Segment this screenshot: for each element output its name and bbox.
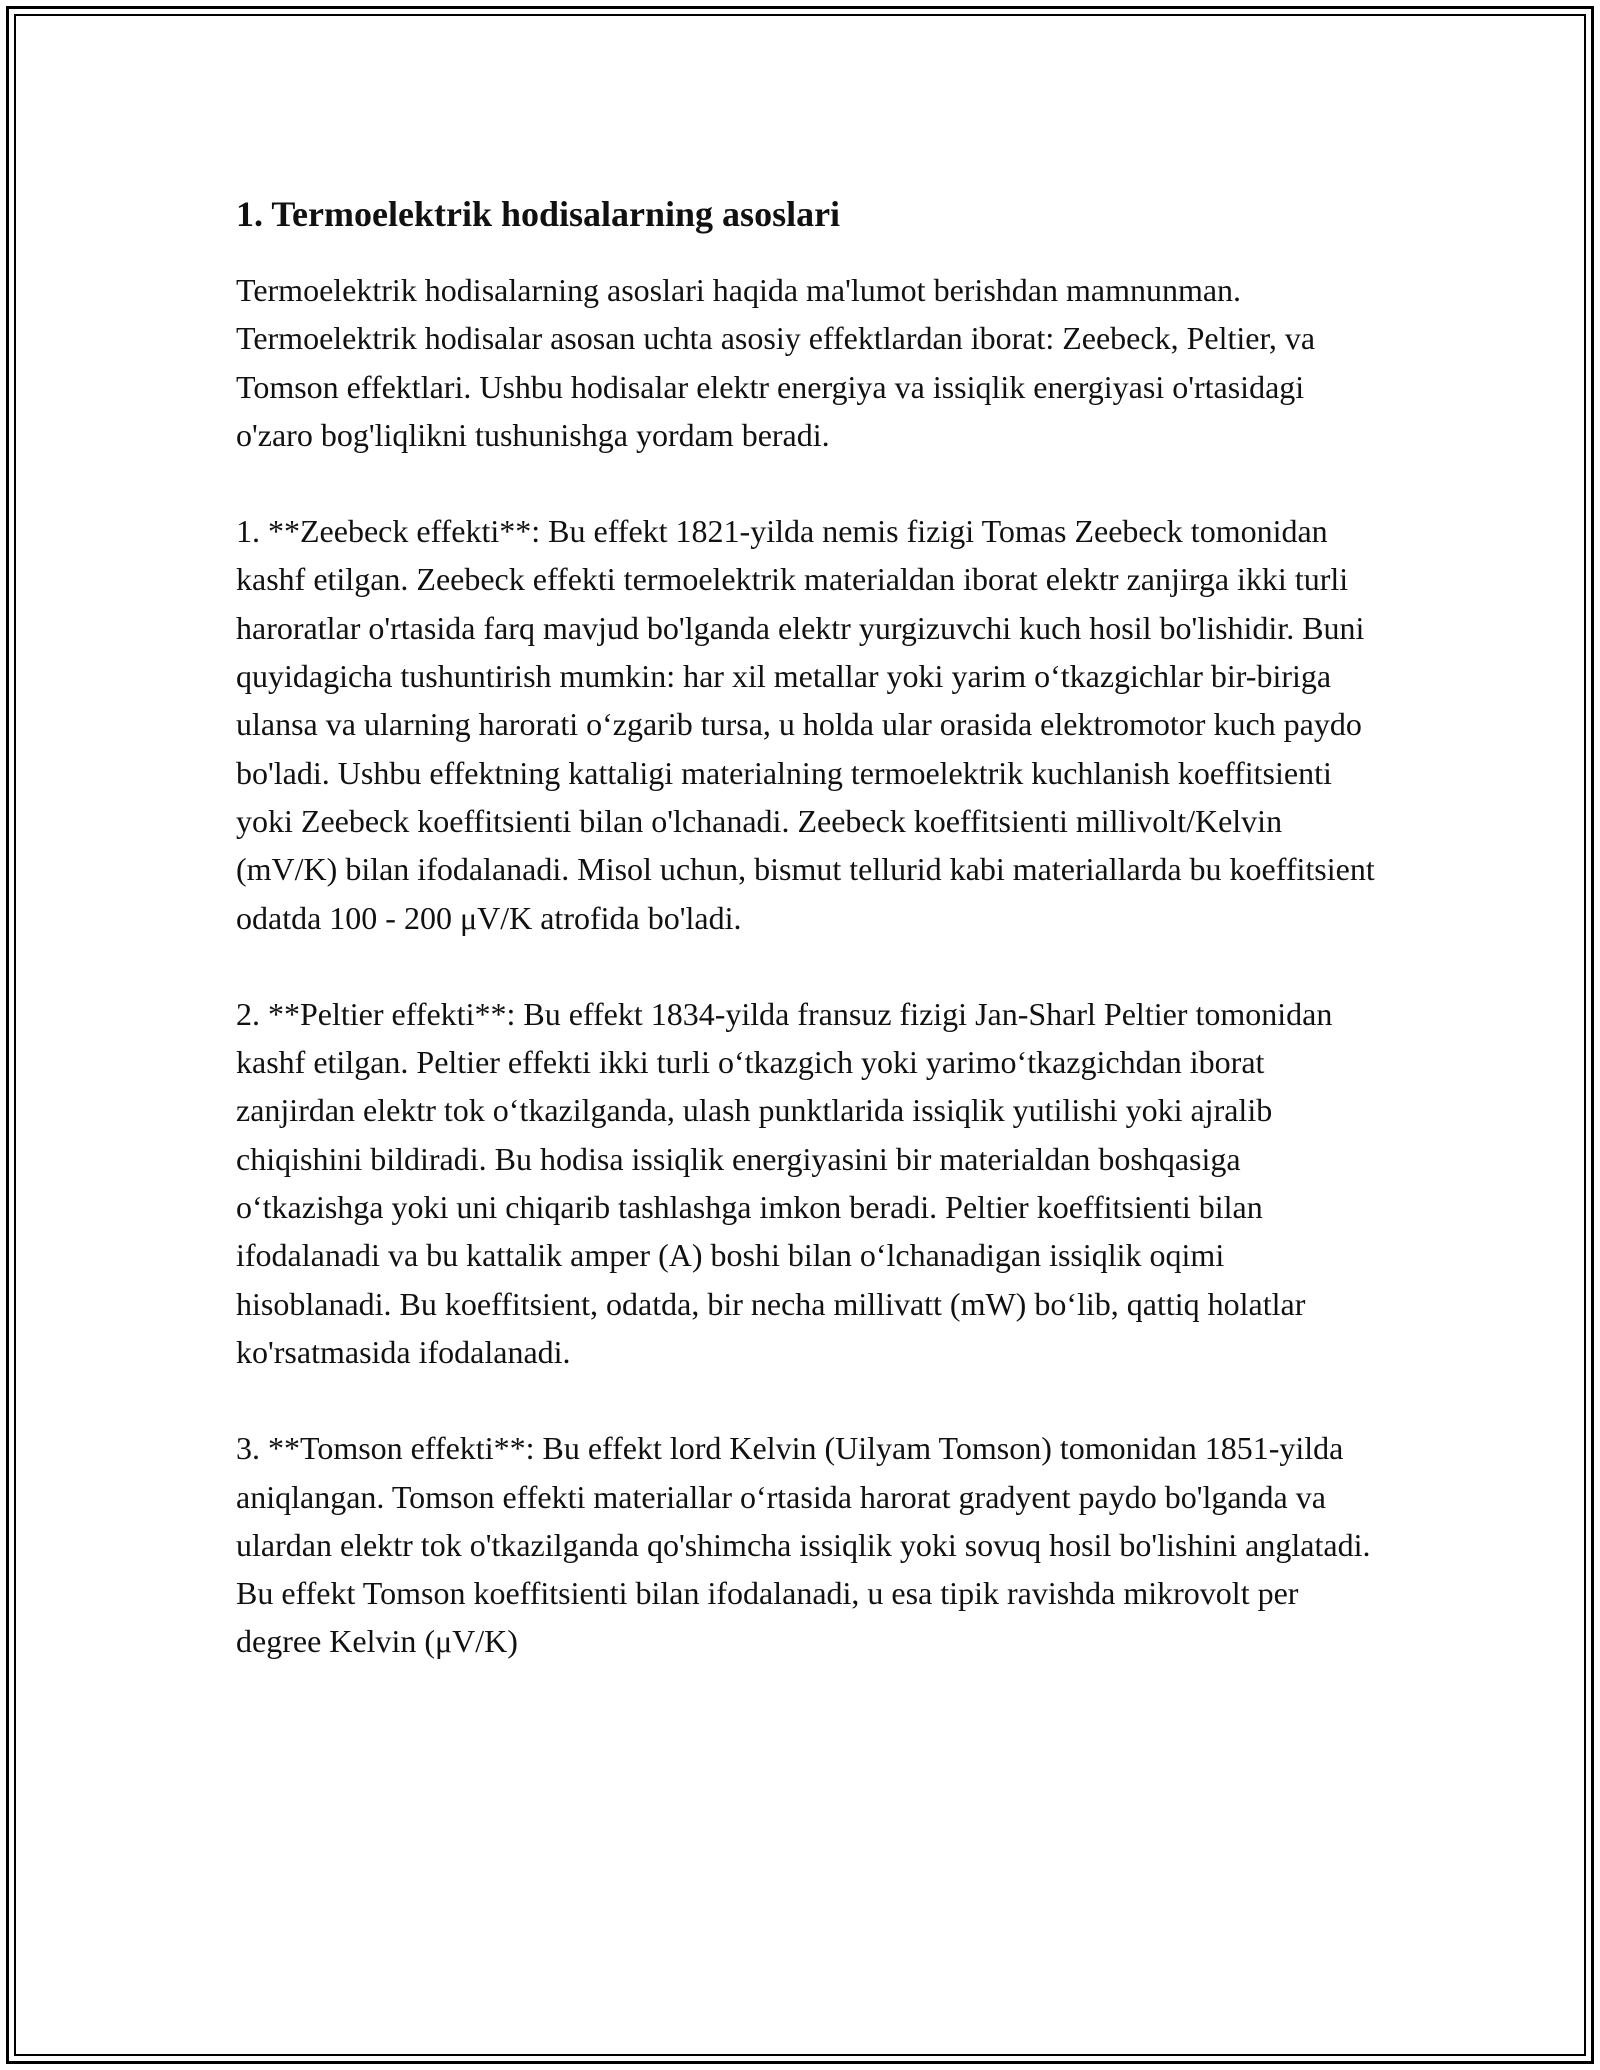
peltier-paragraph: 2. **Peltier effekti**: Bu effekt 1834-yilda fransuz fizigi Jan-Sharl Peltier tomonidan kashf etilgan. Peltier effekti ikki turli o‘tkazgich yoki yarimo‘tkazgichdan iborat zanjirdan elektr tok o‘tkazilganda, ulash punktlarida issiqlik yutilishi yoki ajralib chiqishini bildiradi. Bu hodisa issiqlik energiyasini bir materialdan boshqasiga o‘tkazishga yoki uni chiqarib tashlashga imkon beradi. Peltier koeffitsienti bilan ifodalanadi va bu kattalik amper (A) boshi bilan o‘lchanadigan issiqlik oqimi hisoblanadi. Bu koeffitsient, odatda, bir necha millivatt (mW) bo‘lib, qattiq holatlar ko'rsatmasida ifodalanadi. — [236, 995, 1333, 1370]
document-body — [236, 190, 1386, 1666]
section-heading: 1. Termoelektrik hodisalarning asoslari — [236, 194, 841, 234]
tomson-paragraph: 3. **Tomson effekti**: Bu effekt lord Kelvin (Uilyam Tomson) tomonidan 1851-yilda aniqlangan. Tomson effekti materiallar o‘rtasida harorat gradyent paydo bo'lganda va ulardan elektr tok o'tkazilganda qo'shimcha issiqlik yoki sovuq hosil bo'lishini anglatadi. Bu effekt Tomson koeffitsienti bilan ifodalanadi, u esa tipik ravishda mikrovolt per degree Kelvin (μV/K) — [236, 1430, 1371, 1660]
zeebeck-paragraph: 1. **Zeebeck effekti**: Bu effekt 1821-yilda nemis fizigi Tomas Zeebeck tomonidan kashf etilgan. Zeebeck effekti termoelektrik materialdan iborat elektr zanjirga ikki turli haroratlar o'rtasida farq mavjud bo'lganda elektr yurgizuvchi kuch hosil bo'lishidir. Buni quyidagicha tushuntirish mumkin: har xil metallar yoki yarim o‘tkazgichlar bir-biriga ulansa va ularning harorati o‘zgarib tursa, u holda ular orasida elektromotor kuch paydo bo'ladi. Ushbu effektning kattaligi materialning termoelektrik kuchlanish koeffitsienti yoki Zeebeck koeffitsienti bilan o'lchanadi. Zeebeck koeffitsienti millivolt/Kelvin (mV/K) bilan ifodalanadi. Misol uchun, bismut tellurid kabi materiallarda bu koeffitsient odatda 100 - 200 μV/K atrofida bo'ladi. — [236, 513, 1375, 936]
intro-paragraph: Termoelektrik hodisalarning asoslari haqida ma'lumot berishdan mamnunman. Termoelektrik hodisalar asosan uchta asosiy effektlardan iborat: Zeebeck, Peltier, va Tomson effektlari. Ushbu hodisalar elektr energiya va issiqlik energiyasi o'rtasidagi o'zaro bog'liqlikni tushunishga yordam beradi. — [236, 272, 1316, 453]
